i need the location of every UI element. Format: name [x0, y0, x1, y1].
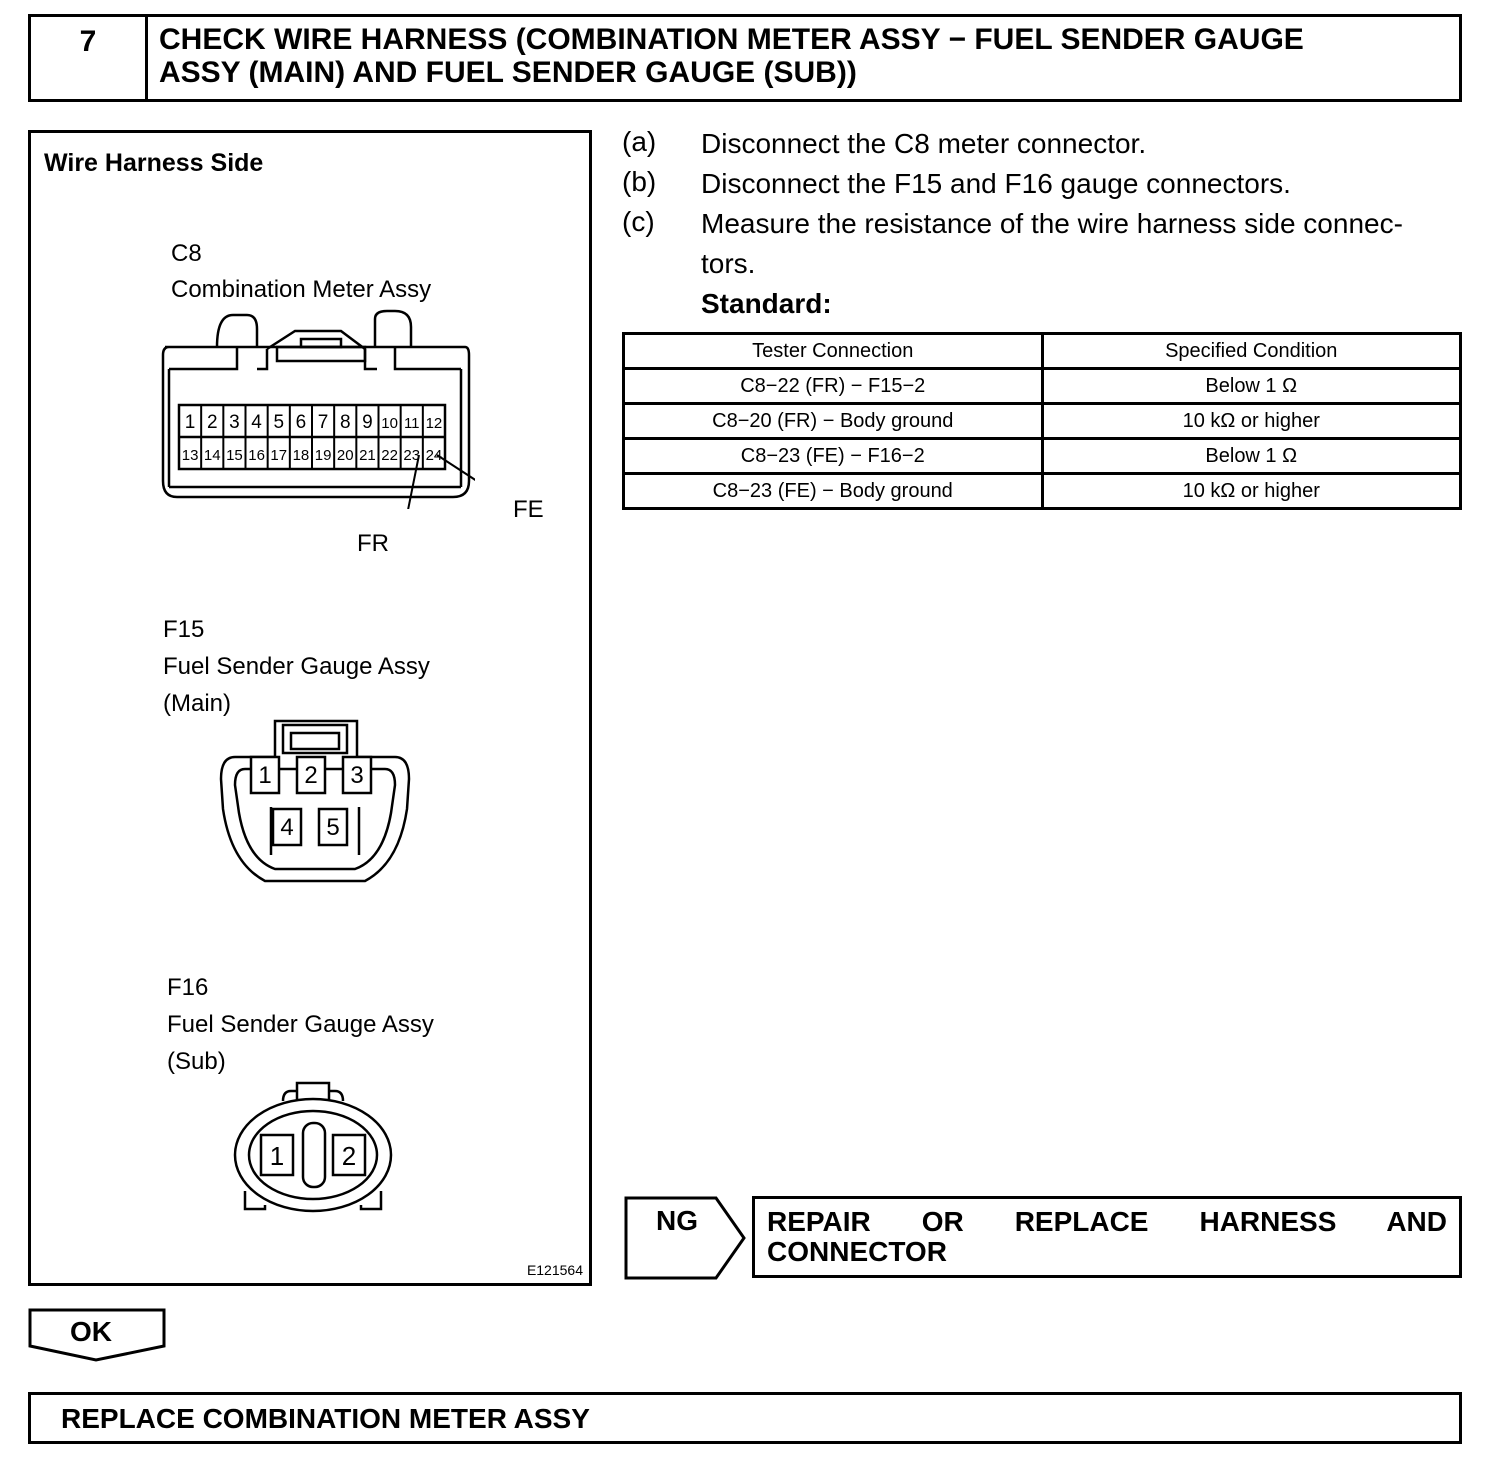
c8-pin-8: 8 [339, 412, 351, 433]
table-row [624, 439, 1461, 474]
c8-label-fe: FE [513, 496, 544, 523]
c8-pin-19: 19 [314, 447, 332, 464]
step-a-text: Disconnect the C8 meter connector. [701, 128, 1147, 159]
table-header-tester-connection: Tester Connection [624, 334, 1043, 369]
ng-action-box [752, 1196, 1462, 1278]
f15-pin-1: 1 [258, 762, 272, 789]
table-row [624, 404, 1461, 439]
table-cell-connection: C8−23 (FE) − F16−2 [624, 439, 1043, 474]
f15-qualifier: (Main) [163, 690, 232, 717]
table-row [624, 474, 1461, 509]
step-b-tag: (b) [622, 166, 657, 197]
table-cell-condition: Below 1 Ω [1042, 439, 1461, 474]
step-title [159, 23, 1439, 89]
step-number: 7 [31, 17, 148, 99]
c8-name: Combination Meter Assy [171, 276, 432, 303]
c8-pin-3: 3 [229, 412, 240, 433]
f15-pin-5: 5 [326, 814, 340, 841]
f16-connector-diagram [231, 1079, 397, 1225]
c8-pin-5: 5 [273, 412, 285, 433]
ng-action-line2: CONNECTOR [767, 1236, 947, 1267]
specification-table [622, 332, 1462, 510]
c8-pin-18: 18 [292, 447, 310, 464]
step-b-text: Disconnect the F15 and F16 gauge connectors. [701, 168, 1291, 199]
standard-label: Standard: [701, 288, 832, 319]
c8-pin-21: 21 [359, 447, 376, 464]
c8-pin-15: 15 [226, 447, 243, 464]
table-cell-connection: C8−23 (FE) − Body ground [624, 474, 1043, 509]
f16-pin-2: 2 [341, 1141, 357, 1171]
c8-label-fr: FR [357, 530, 389, 557]
table-header-row [624, 334, 1461, 369]
final-action-text: REPLACE COMBINATION METER ASSY [61, 1403, 590, 1434]
c8-pin-20: 20 [336, 447, 354, 464]
ng-label: NG [656, 1205, 698, 1236]
step-title-line2: ASSY (MAIN) AND FUEL SENDER GAUGE (SUB)) [159, 56, 857, 89]
final-action-box [28, 1392, 1462, 1444]
c8-pin-6: 6 [295, 412, 307, 433]
table-cell-connection: C8−20 (FR) − Body ground [624, 404, 1043, 439]
f15-pin-3: 3 [350, 762, 364, 789]
table-cell-condition: 10 kΩ or higher [1042, 474, 1461, 509]
f15-name: Fuel Sender Gauge Assy [163, 653, 430, 680]
table-cell-condition: Below 1 Ω [1042, 369, 1461, 404]
f15-pin-4: 4 [280, 814, 294, 841]
f15-code: F15 [163, 616, 205, 643]
c8-pin-23: 23 [403, 447, 421, 464]
figure-caption-id: E121564 [526, 1262, 583, 1278]
f16-name: Fuel Sender Gauge Assy [167, 1011, 434, 1038]
c8-pin-22: 22 [381, 447, 398, 464]
c8-connector-diagram [155, 309, 475, 509]
c8-pin-13: 13 [181, 447, 199, 464]
table-row [624, 369, 1461, 404]
step-title-line1: CHECK WIRE HARNESS (COMBINATION METER ASSY − FUEL SENDER GAUGE [159, 23, 1304, 56]
c8-pin-11: 11 [403, 415, 420, 432]
c8-pin-12: 12 [425, 415, 443, 432]
c8-pin-17: 17 [270, 447, 288, 464]
table-header-specified-condition: Specified Condition [1042, 334, 1461, 369]
figure-heading: Wire Harness Side [44, 149, 264, 177]
c8-pin-16: 16 [248, 447, 265, 464]
c8-pin-10: 10 [381, 415, 398, 432]
ng-action-line1: REPAIR OR REPLACE HARNESS AND [767, 1206, 1447, 1237]
step-c-tag: (c) [622, 206, 655, 237]
c8-pin-4: 4 [251, 412, 262, 433]
f16-qualifier: (Sub) [167, 1048, 226, 1075]
c8-pin-1: 1 [184, 412, 196, 433]
step-c-text-line1: Measure the resistance of the wire harness side connec- [701, 208, 1403, 239]
f16-pin-1: 1 [269, 1141, 285, 1171]
ok-label: OK [70, 1316, 112, 1347]
step-header [28, 14, 1462, 102]
c8-pin-14: 14 [203, 447, 221, 464]
table-cell-connection: C8−22 (FR) − F15−2 [624, 369, 1043, 404]
c8-code: C8 [171, 240, 202, 267]
f15-connector-diagram [217, 713, 413, 889]
c8-pin-9: 9 [362, 412, 373, 433]
c8-pin-2: 2 [206, 412, 218, 433]
step-c-text-line2: tors. [701, 248, 756, 279]
step-a-tag: (a) [622, 126, 657, 157]
c8-pin-7: 7 [317, 412, 329, 433]
c8-pin-24: 24 [425, 447, 443, 464]
table-cell-condition: 10 kΩ or higher [1042, 404, 1461, 439]
f15-pin-2: 2 [304, 762, 318, 789]
f16-code: F16 [167, 974, 209, 1001]
wire-harness-figure [28, 130, 592, 1286]
